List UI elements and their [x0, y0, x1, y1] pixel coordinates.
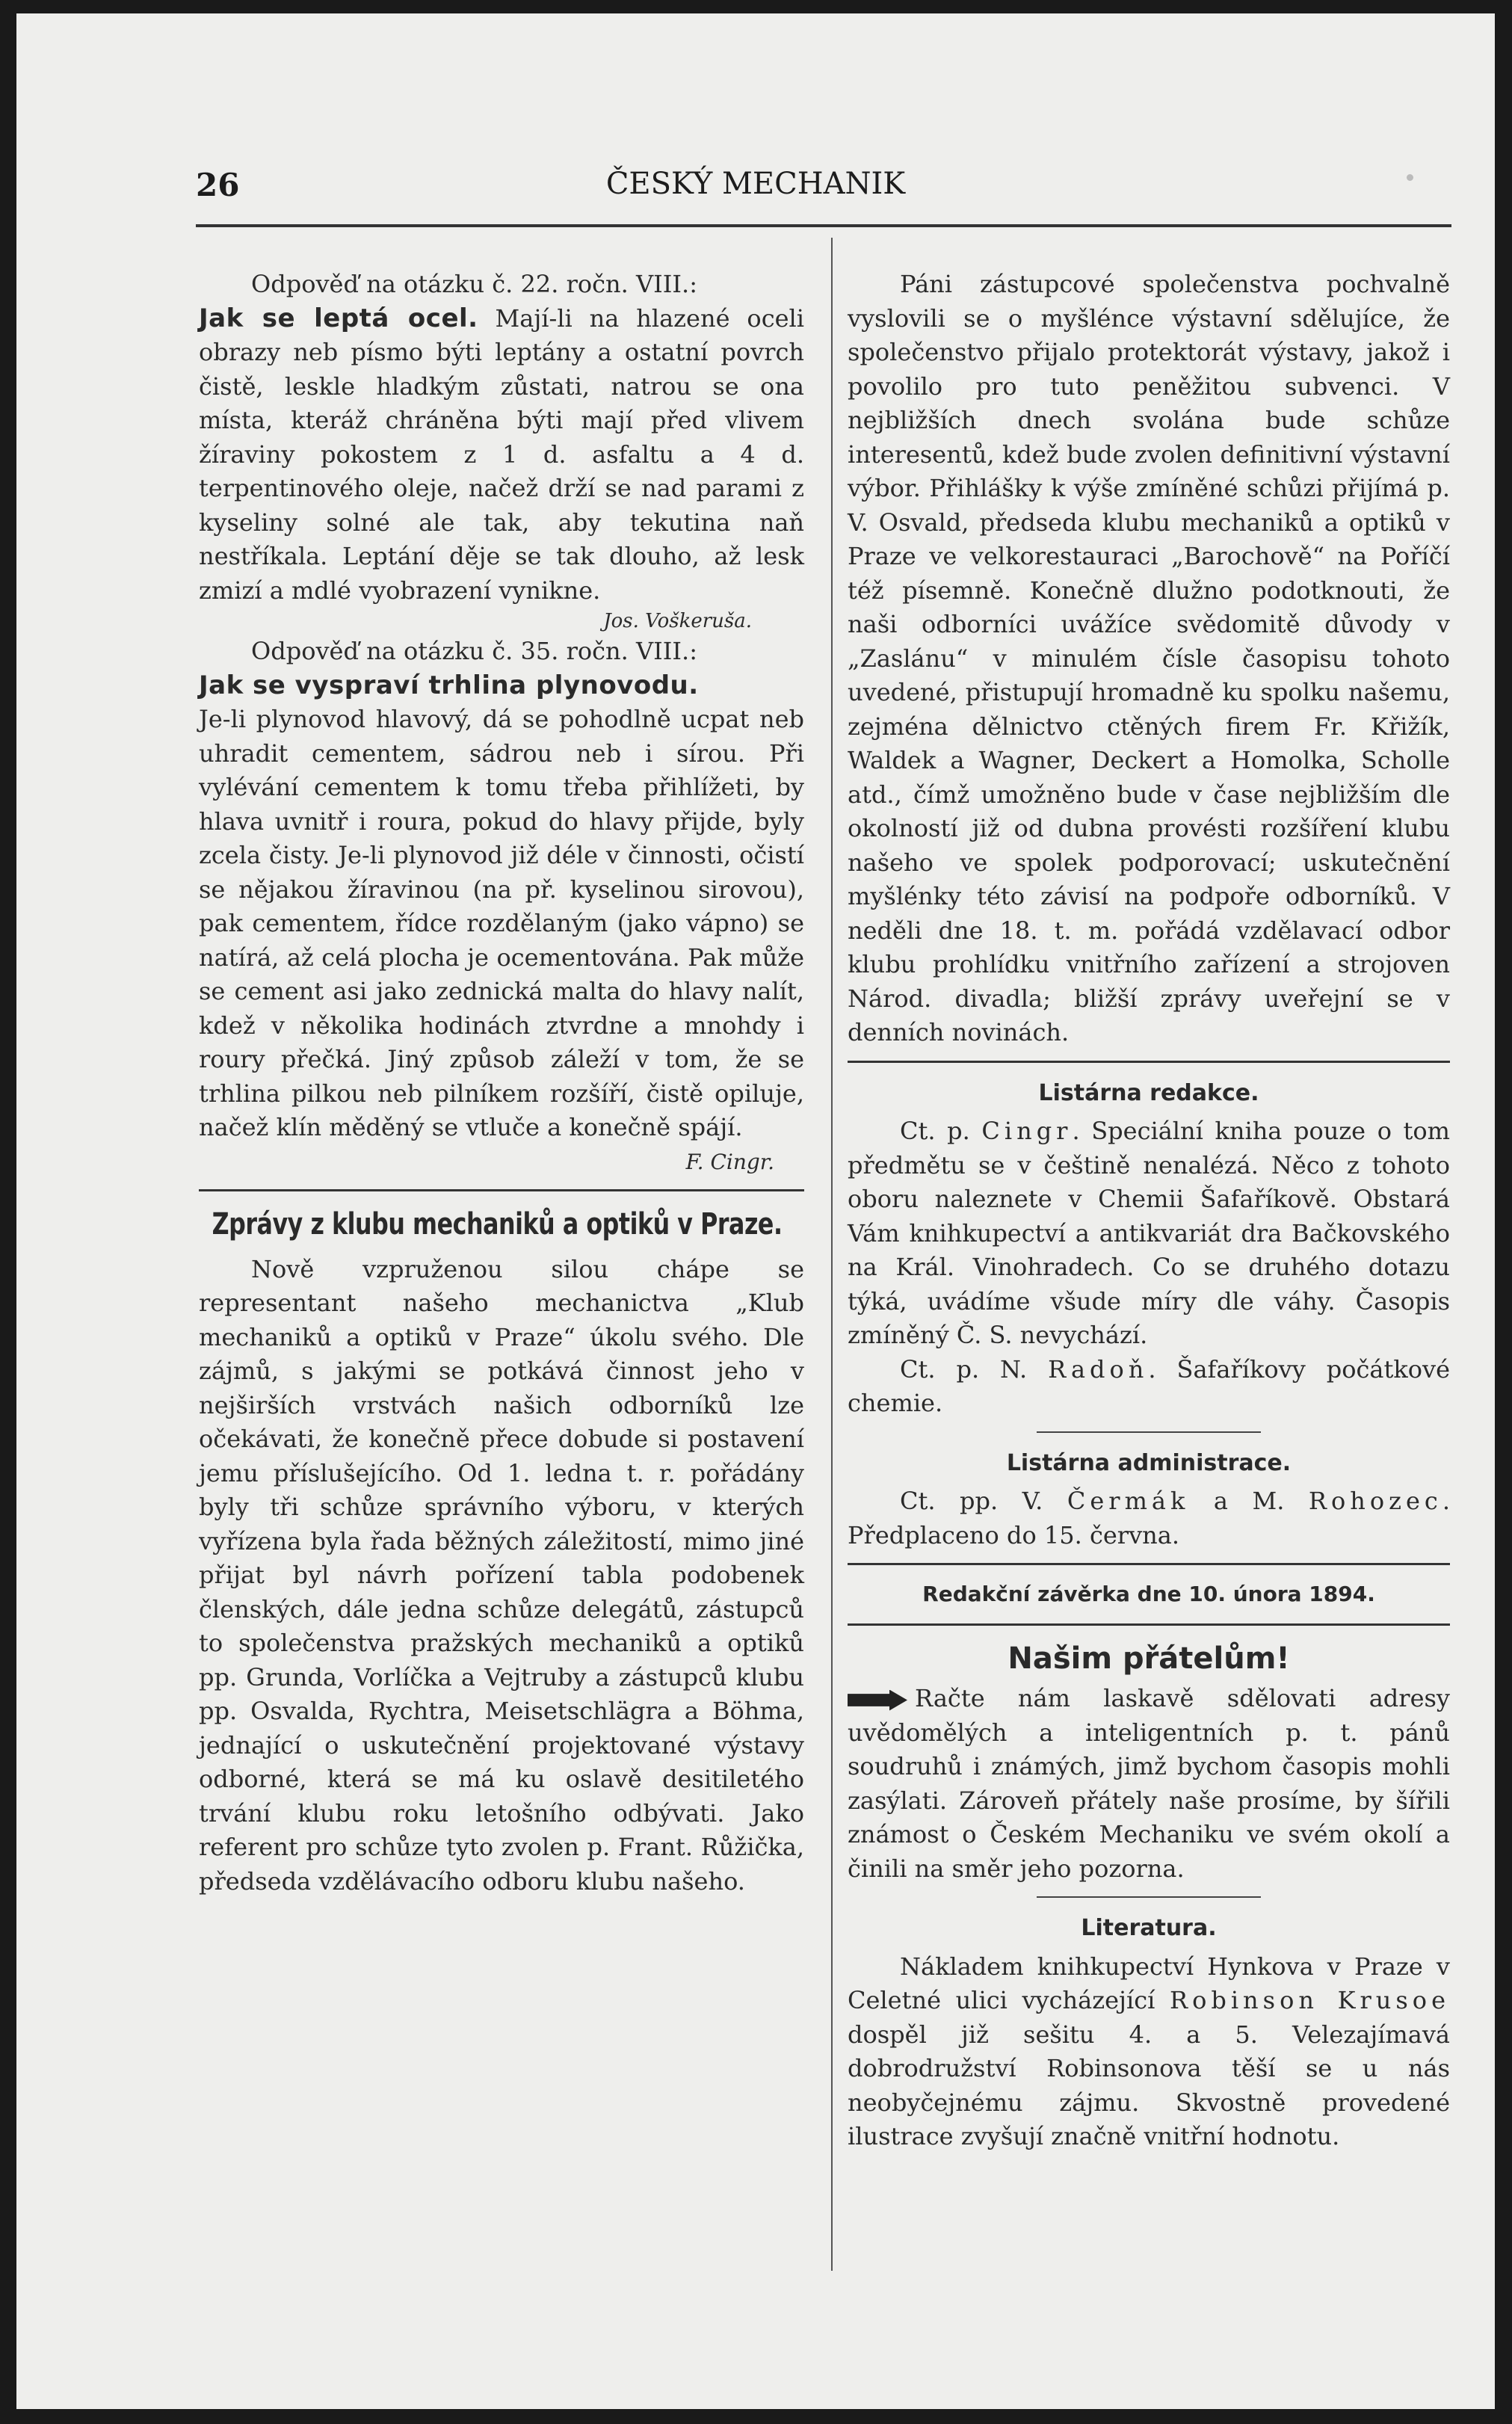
- running-title: ČESKÝ MECHANIK: [605, 167, 906, 201]
- entry-1-text: . Speciální kniha pouze o tom předmětu se v češtině nenalézá. Něco z tohoto oboru naleznete v Chemii Šafaříkově. Obstará Vám knihkupectví a antikvariát dra Bačkovského na Král. Vinohradech. Co se druhého dotazu týká, uvádíme všude míry dle váhy. Časopis zmíněný Č. S. nevychází.: [848, 1117, 1451, 1349]
- entry-1-name: Cingr: [981, 1117, 1073, 1145]
- rule-closing: [848, 1563, 1450, 1565]
- page-number: 26: [196, 167, 240, 203]
- club-news-continued: Páni zástupcové společenstva pochvalně vyslovili se o myšlénce výstavní sdělujíce, že společenstvo přijalo protektorát výstavy, jakož i povolilo pro tuto peněžitou subvenci. V nejbližších dnech svolána bude schůze interesentů, kdež bude zvolen definitivní výstavní výbor. Přihlášky k výše zmíněné schůzi přijímá p. V. Osvald, předseda klubu mechaniků a optiků v Praze ve velkorestauraci „Barochově“ na Poříčí též písemně. Konečně dlužno podotknouti, že naši odborníci uvážíce svědomitě důvody v „Zaslánu“ v minulém čísle časopisu tohoto uvedené, přistupují hromadně ku spolku našemu, zejména dělnictvo ctěných firem Fr. Křižík, Waldek a Wagner, Deckert a Homolka, Scholle atd., čímž umožněno bude v čase nejbližším dle okolností již od dubna provésti rozšíření klubu našeho ve spolek podporovací; uskutečnění myšlénky této závisí na podpoře odborníků. V neděli dne 18. t. m. pořádá vzdělavací odbor klubu prohlídku vnitřního zařízení a strojoven Národ. divadla; bližší zprávy uveřejní se v denních novinách.: [848, 270, 1450, 1046]
- admin-entry-mid: a M.: [1213, 1487, 1285, 1515]
- answer-35-body: Je-li plynovod hlavový, dá se pohodlně ucpat neb uhradit cementem, sádrou neb i sírou. Při vylévání cementem k tomu třeba přihlížeti, by hlava uvnitř i roura, pokud do hlavy přijde, byly zcela čisty. Je-li plynovod již déle v činnosti, očistí se nějakou žíravinou (na př. kyselinou sirovou), pak cementem, řídce rozdělaným (jako vápno) se natírá, až celá plocha je ocementována. Pak může se cement asi jako zednická malta do hlavy nalít, kdež v několika hodinách ztvrdne a mnohdy i roury přečká. Jiný způsob záleží v tom, že se trhlina pilkou neb pilníkem rozšíří, čistě opiluje, načež klín měděný se vtluče a konečně spájí.: [199, 705, 804, 1141]
- listarna-administrace-entry: [848, 1484, 1450, 1552]
- answer-22-signature: Jos. Voškeruša.: [603, 610, 752, 632]
- lit-text: dospěl již sešitu 4. a 5. Velezajímavá dobrodružství Robinsonova těší se u nás neobyčejnému zájmu. Skvostně provedené ilustrace zvyšují značně vnitřní hodnotu.: [848, 2020, 1450, 2150]
- entry-2-lead: Ct. p. N.: [900, 1354, 1028, 1384]
- answer-22-body: [199, 302, 804, 608]
- literatura-body: [848, 1950, 1450, 2154]
- admin-entry-text: . Předplaceno do 15. června.: [848, 1487, 1451, 1549]
- lit-lead: Nákladem knihkupectví Hynkova v Praze v Celetné ulici vycházející: [848, 1952, 1450, 2014]
- admin-entry-lead: Ct. pp. V.: [900, 1487, 1043, 1515]
- entry-1-lead: Ct. p.: [900, 1117, 970, 1145]
- page-header: [16, 13, 1495, 230]
- club-news-heading: Zprávy z klubu mechaniků a optiků v Praze.: [212, 1207, 783, 1242]
- admin-entry-name-2: Rohozec: [1308, 1487, 1442, 1515]
- literatura-heading: Literatura.: [1081, 1915, 1217, 1941]
- friends-heading: Našim přátelům!: [1008, 1641, 1290, 1676]
- listarna-administrace-heading: Listárna administrace.: [1006, 1449, 1292, 1476]
- club-news-body: Nově vzpruženou silou chápe se representant našeho mechanictva „Klub mechaniků a optiků v Praze“ úkolu svého. Dle zájmů, s jakými se potkává činnost jeho v nejširších vrstvách našich odborníků lze očekávati, že konečně přece dobude si postavení jemu příslušejícího. Od 1. ledna t. r. pořádány byly tři schůze správního výboru, v kterých vyřízena byla řada běžných záležitostí, mimo jiné přijat byl návrh pořízení tabla podobenek členských, dále jedna schůze delegátů, zástupců to společenstva pražských mechaniků a optiků pp. Grunda, Vorlíčka a Vejtruby a zástupců klubu pp. Osvalda, Rychtra, Meisetschlägra a Böhma, jednající o uskutečnění projektované výstavy odborné, která se má ku oslavě desitiletého trvání klubu roku letošního odbývati. Jako referent pro schůze tyto zvolen p. Frant. Růžička, předseda vzdělávacího odboru klubu našeho.: [199, 1254, 804, 1896]
- listarna-redakce-entry-1: [848, 1114, 1450, 1353]
- column-divider: [831, 238, 833, 2271]
- listarna-redakce-heading: Listárna redakce.: [1038, 1079, 1259, 1106]
- friends-text: Račte nám laskavě sdělovati adresy uvědomělých a inteligentních p. t. pánů soudruhů i známých, jimž bychom časopis mohli zasýlati. Zároveň přátely naše prosíme, by šířili známost o Českém Mechaniku ve svém okolí a činili na směr jeho pozorna.: [848, 1684, 1450, 1883]
- answer-22-text: Mají-li na hlazené oceli obrazy neb písmo býti leptány a ostatní povrch čistě, leskle hladkým zůstati, natrou se ona místa, kteráž chráněna býti mají před vlivem žíraviny pokostem z 1 d. asfaltu a 4 d. terpentinového oleje, načež drží se nad parami z kyseliny solné ale tak, aby tekutina naň nestříkala. Leptání děje se tak dlouho, až lesk zmizí a mdlé vyobrazení vynikne.: [199, 303, 805, 605]
- rule-literatura: [1037, 1896, 1261, 1898]
- answer-35-signature: F. Cingr.: [685, 1149, 774, 1174]
- right-column: [848, 268, 1450, 2154]
- lit-title: Robinson Krusoe: [1169, 1986, 1451, 2014]
- answer-intro-22: Odpověď na otázku č. 22. ročn. VIII.:: [251, 270, 697, 298]
- newspaper-page: [16, 13, 1495, 2409]
- answer-35-title: Jak se vyspraví trhlina plynovodu.: [199, 670, 699, 700]
- answer-intro-35: Odpověď na otázku č. 35. ročn. VIII.:: [251, 637, 697, 665]
- entry-2-name: Radoň: [1048, 1354, 1149, 1384]
- editorial-deadline: Redakční závěrka dne 10. února 1894.: [922, 1582, 1375, 1606]
- rule-listarna-admin: [1037, 1431, 1261, 1433]
- ink-speck: [1407, 174, 1413, 181]
- admin-entry-name-1: Čermák: [1067, 1487, 1190, 1515]
- left-column: [199, 268, 804, 1899]
- listarna-redakce-entry-2: [848, 1353, 1450, 1421]
- section-rule: [199, 1189, 804, 1191]
- pointing-hand-icon: [848, 1690, 907, 1711]
- header-rule: [196, 224, 1451, 227]
- friends-body: [848, 1682, 1450, 1886]
- rule-listarna-redakce: [848, 1061, 1450, 1063]
- rule-friends: [848, 1623, 1450, 1626]
- entry-2-text: . Šafaříkovy počátkové chemie.: [848, 1354, 1451, 1417]
- answer-22-title: Jak se leptá ocel.: [199, 303, 478, 333]
